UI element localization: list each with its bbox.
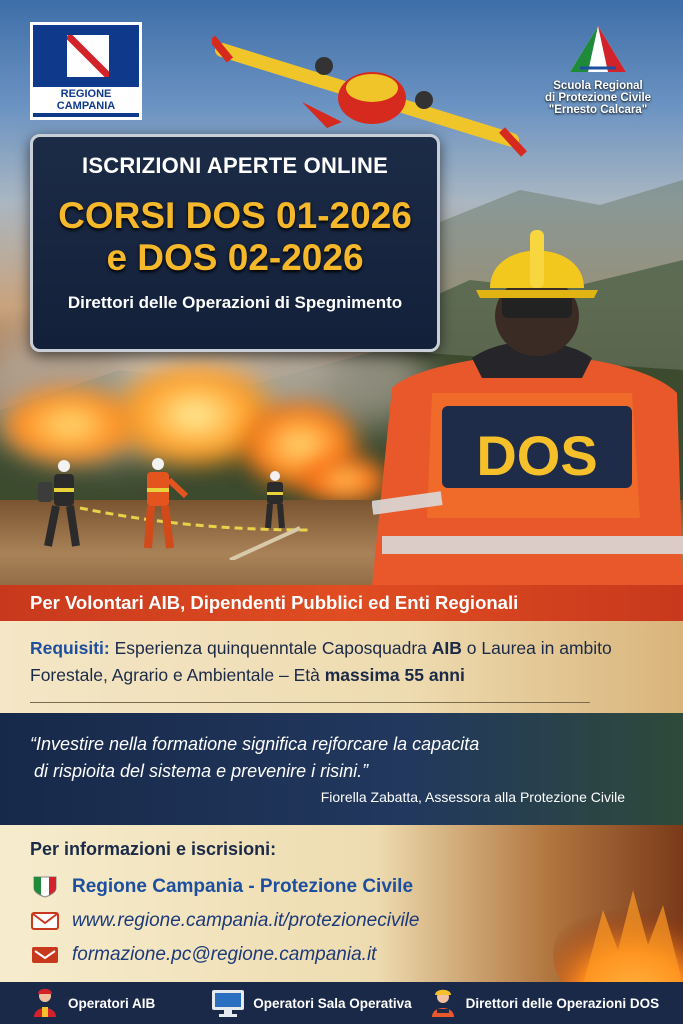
quote-section [0,713,683,825]
firefighter-icon [30,987,60,1019]
requirements-bold1: AIB [431,638,462,658]
envelope-icon [30,910,60,932]
divider [30,702,590,703]
course-title-line1: CORSI DOS 01-2026 [58,195,412,236]
footer-item-label: Operatori Sala Operativa [253,995,412,1011]
enrollment-kicker: ISCRIZIONI APERTE ONLINE [82,153,388,178]
quote-author: Fiorella Zabatta, Assessora alla Protezione Civile [320,789,625,805]
scuola-protezione-civile-logo [528,24,668,124]
tricolor-triangle-icon [568,24,628,74]
requirements-section [0,621,683,713]
audience-banner: Per Volontari AIB, Dipendenti Pubblici ed Enti Regionali [0,585,683,621]
campania-shield-icon [30,876,60,898]
vest-label: DOS [476,424,598,487]
fire-corner-illustration [523,850,683,985]
firefighter-figure [30,458,90,553]
contact-website-link[interactable]: www.regione.campania.it/protezionecivile [72,910,420,931]
footer-item-label: Direttori delle Operazioni DOS [465,995,660,1011]
mail-tray-icon [30,944,60,966]
logo-right-line2: di Protezione Civile [544,92,652,104]
campania-flag-icon [67,35,109,77]
requirements-text3: Forestale, Agrario e Ambientale – Età [30,665,325,685]
monitor-icon [211,988,245,1018]
footer-item-label: Operatori AIB [68,995,156,1011]
regione-campania-logo [30,22,142,120]
firefighter-figure [136,456,191,556]
contact-org-text: Regione Campania - Protezione Civile [72,876,414,897]
quote-line1: “Investire nella formatione significa rejforcare la capacita [30,734,480,754]
logo-right-line1: Scuola Regional [553,80,643,92]
fire-hose [60,500,350,560]
footer-item-sala-operativa [211,988,411,1018]
contact-email-link[interactable]: formazione.pc@regione.campania.it [72,944,377,965]
firefighter-figure [258,470,294,530]
footer-item-direttori-dos [428,987,660,1019]
footer-item-operatori-aib [30,987,155,1019]
requirements-label: Requisiti: [30,638,110,658]
logo-right-line3: "Ernesto Calcara" [548,104,648,116]
director-icon [428,987,458,1019]
quote-line2: di rispioita del sistema e prevenire i risini.” [34,761,369,781]
requirements-text2: o Laurea in ambito [461,638,612,658]
logo-left-text: REGIONE CAMPANIA [33,87,139,113]
contacts-heading: Per informazioni e iscrisioni: [30,839,277,859]
course-title-line2: e DOS 02-2026 [106,237,364,278]
course-title-panel [30,134,440,352]
footer-bar [0,982,683,1024]
course-subtitle: Direttori delle Operazioni di Spegnimento [67,293,403,312]
requirements-text1: Esperienza quinquenntale Caposquadra [109,638,432,658]
requirements-bold2: massima 55 anni [324,665,465,685]
